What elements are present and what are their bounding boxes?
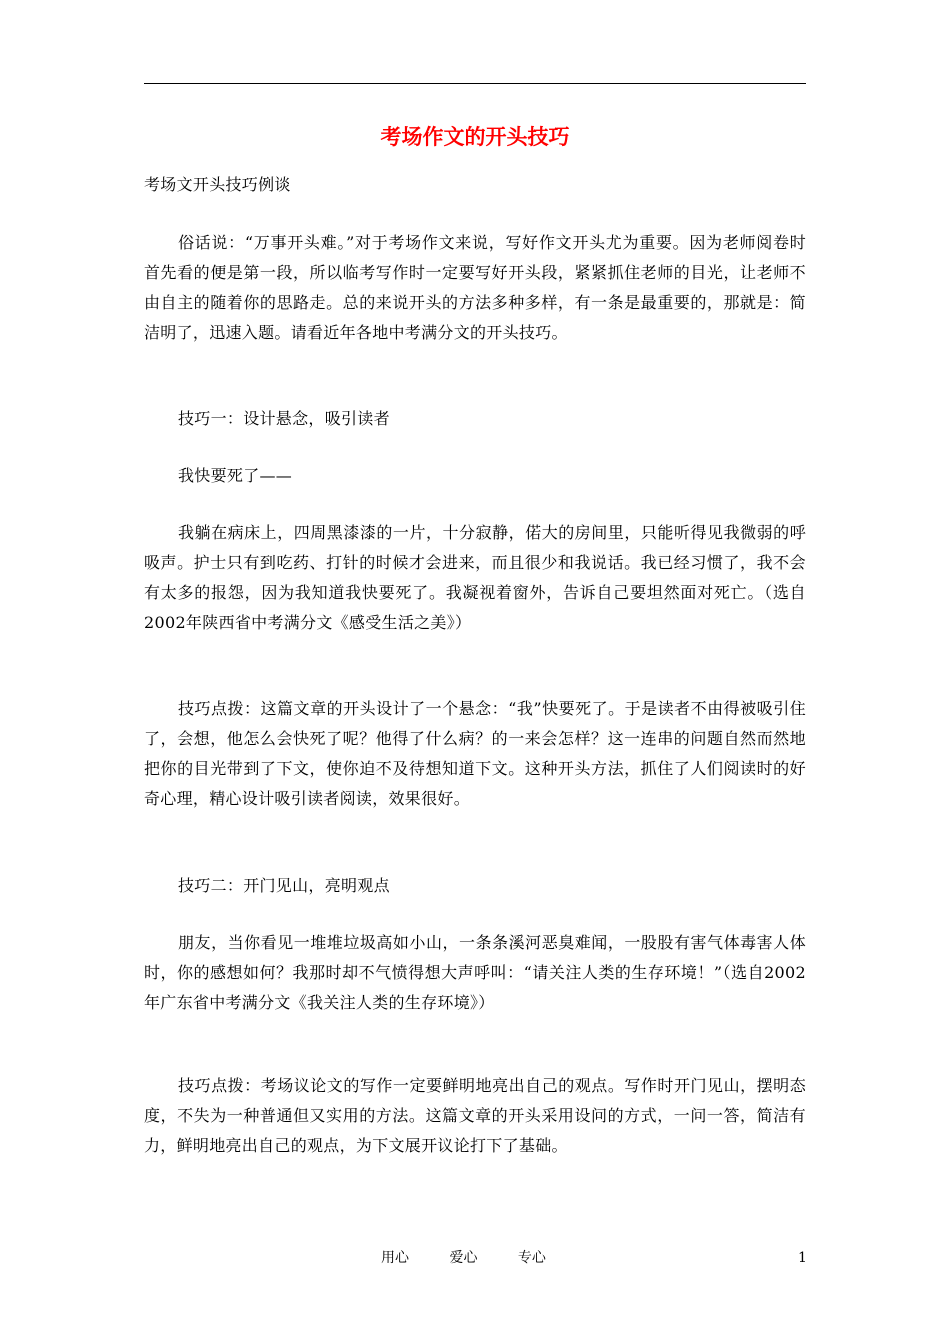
example-opening-line: 我快要死了—— — [178, 466, 293, 485]
page-number: 1 — [798, 1250, 807, 1266]
page-footer — [0, 1247, 950, 1269]
commentary-one: 技巧点拨：这篇文章的开头设计了一个悬念：“我”快要死了。于是读者不由得被吸引住了，会想，他怎么会快死了呢？他得了什么病？的一来会怎样？这一连串的问题自然而然地把你的目光带到了下文，使你迫不及待想知道下文。这种开头方法，抓住了人们阅读时的好奇心理，精心设计吸引读者阅读，效果很好。 — [144, 699, 806, 808]
section-heading-technique-one: 技巧一：设计悬念，吸引读者 — [178, 409, 390, 428]
document-subtitle: 考场文开头技巧例谈 — [144, 175, 291, 194]
header-rule — [144, 83, 806, 84]
footer-motto — [381, 1247, 546, 1269]
paragraph-intro: 俗话说：“万事开头难。”对于考场作文来说，写好作文开头尤为重要。因为老师阅卷时首先看的便是第一段，所以临考写作时一定要写好开头段，紧紧抓住老师的目光，让老师不由自主的随着你的思路走。总的来说开头的方法多种多样，有一条是最重要的，那就是：简洁明了，迅速入题。请看近年各地中考满分文的开头技巧。 — [144, 233, 806, 342]
footer-motto-item: 专心 — [517, 1250, 546, 1266]
footer-motto-item: 用心 — [381, 1250, 409, 1266]
commentary-two: 技巧点拨：考场议论文的写作一定要鲜明地亮出自己的观点。写作时开门见山，摆明态度，不失为一种普通但又实用的方法。这篇文章的开头采用设问的方式，一问一答，简洁有力，鲜明地亮出自己的观点，为下文展开议论打下了基础。 — [144, 1076, 806, 1155]
example-passage-one: 我躺在病床上，四周黑漆漆的一片，十分寂静，偌大的房间里，只能听得见我微弱的呼吸声。护士只有到吃药、打针的时候才会进来，而且很少和我说话。我已经习惯了，我不会有太多的报怨，因为我知道我快要死了。我凝视着窗外，告诉自己要坦然面对死亡。（选自2002年陕西省中考满分文《感受生活之美》） — [144, 523, 806, 632]
document-title: 考场作文的开头技巧 — [380, 124, 570, 149]
section-heading-technique-two: 技巧二：开门见山，亮明观点 — [178, 876, 390, 895]
footer-motto-item: 爱心 — [449, 1250, 478, 1266]
example-passage-two: 朋友，当你看见一堆堆垃圾高如小山，一条条溪河恶臭难闻，一股股有害气体毒害人体时，你的感想如何？我那时却不气愤得想大声呼叫：“请关注人类的生存环境！”（选自2002年广东省中考满分文《我关注人类的生存环境》） — [144, 933, 806, 1012]
